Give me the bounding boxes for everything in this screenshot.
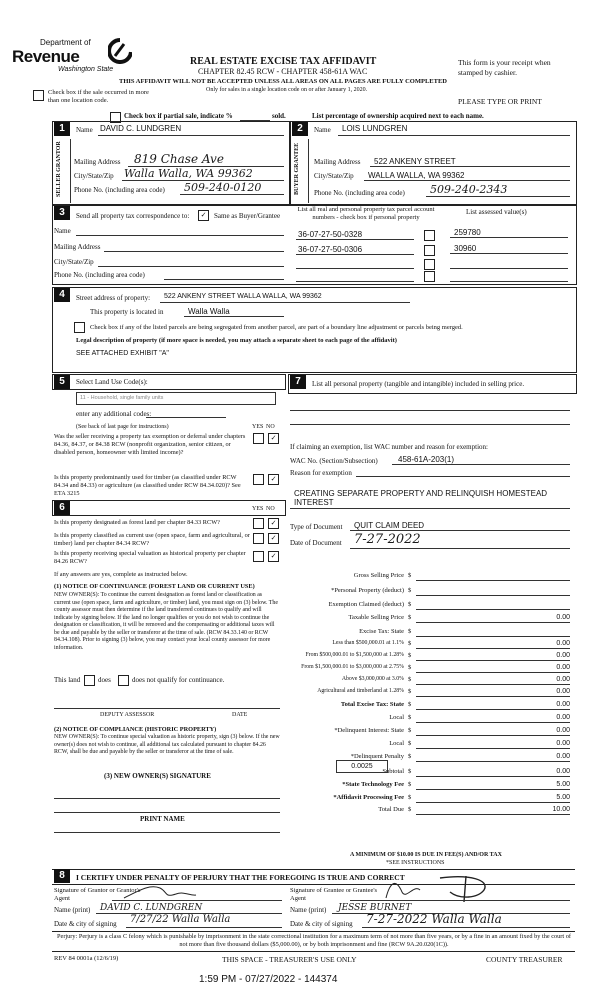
doc-date-label: Date of Document — [290, 539, 342, 547]
s6-q1: Is this property designated as forest land per chapter 84.33 RCW? — [54, 519, 220, 526]
treasurer-only: THIS SPACE - TREASURER'S USE ONLY — [222, 955, 357, 964]
section-4-number: 4 — [54, 288, 70, 302]
tax-row-label: Subtotal — [382, 768, 404, 775]
tax-row-dollar: $ — [408, 652, 412, 659]
logo-dept: Department of — [40, 38, 91, 47]
tax-row-value[interactable]: 0.00 — [556, 753, 570, 760]
sold-label: sold. — [272, 112, 286, 120]
section-6-number: 6 — [54, 501, 70, 515]
corr-mailing-label: Mailing Address — [54, 243, 101, 251]
segregated-checkbox[interactable] — [74, 322, 85, 333]
form-warning: THIS AFFIDAVIT WILL NOT BE ACCEPTED UNLESS ALL AREAS ON ALL PAGES ARE FULLY COMPLETED — [119, 78, 447, 85]
s6-yes-header: YES — [252, 506, 264, 512]
buyer-city-label: City/State/Zip — [314, 172, 354, 180]
tax-row-label: *Affidavit Processing Fee — [333, 794, 404, 801]
s6-q2: Is this property classified as current use (open space, farm and agricultural, or timber) land per chapter 84.34 RCW? — [54, 532, 250, 547]
assessed-1[interactable]: 259780 — [454, 228, 481, 237]
notice2-title: (2) NOTICE OF COMPLIANCE (HISTORIC PROPERTY) — [54, 726, 217, 733]
tax-row-dollar: $ — [408, 714, 412, 721]
land-does-label: does — [98, 676, 111, 684]
county-treasurer: COUNTY TREASURER — [486, 955, 563, 964]
form-title: REAL ESTATE EXCISE TAX AFFIDAVIT — [190, 56, 377, 67]
exemption-reason[interactable]: CREATING SEPARATE PROPERTY AND RELINQUISH HOMESTEAD INTEREST — [294, 489, 548, 507]
tax-row-label: *Personal Property (deduct) — [331, 587, 404, 594]
section-8-number: 8 — [54, 869, 70, 883]
buyer-name-label: Name — [314, 126, 331, 134]
multi-location-label: Check box if the sale occurred in more than one location code. — [48, 89, 149, 104]
corr-name-label: Name — [54, 227, 71, 235]
located-in[interactable]: Walla Walla — [188, 307, 230, 316]
tax-row-dollar: $ — [408, 688, 412, 695]
s5-q2: Is this property predominantly used for timber (as classified under RCW 84.34 and 84.33) or agriculture (as classified under RCW 84.34.020)? See ETA 3215 — [54, 474, 241, 497]
seller-city-label: City/State/Zip — [74, 172, 114, 180]
new-owner-signature-label: (3) NEW OWNER(S) SIGNATURE — [104, 772, 211, 780]
seller-name-label: Name — [76, 126, 93, 134]
s5-yes-header: YES — [252, 424, 264, 430]
s6-q1-no[interactable]: ✓ — [268, 518, 279, 529]
print-name-label: PRINT NAME — [140, 815, 185, 823]
land-use-label: Select Land Use Code(s): — [76, 378, 148, 386]
corr-phone-label: Phone No. (including area code) — [54, 271, 145, 279]
tax-row-dollar: $ — [408, 727, 412, 734]
buyer-grantee-side-label: BUYER GRANTEE — [294, 142, 300, 196]
recording-stamp: 1:59 PM - 07/27/2022 - 144374 — [199, 974, 338, 985]
seller-phone[interactable]: 509-240-0120 — [184, 181, 262, 194]
s6-if-yes: If any answers are yes, complete as instructed below. — [54, 571, 188, 578]
same-as-buyer-label: Same as Buyer/Grantee — [214, 212, 281, 220]
section-3-number: 3 — [54, 206, 70, 220]
seller-name[interactable]: DAVID C. LUNDGREN — [100, 124, 182, 133]
tax-row-label: Excise Tax: State — [359, 628, 404, 635]
parcel-2-personal-checkbox[interactable] — [424, 245, 435, 256]
receipt-note: This form is your receipt when stamped by cashier. — [458, 58, 551, 77]
see-instructions: *SEE INSTRUCTIONS — [386, 860, 445, 866]
s5-q1-no[interactable]: ✓ — [268, 433, 279, 444]
s5-q1-yes[interactable] — [253, 433, 264, 444]
section-2-number: 2 — [292, 122, 308, 136]
seller-phone-label: Phone No. (including area code) — [74, 186, 165, 194]
tax-row-dollar: $ — [408, 781, 412, 788]
tax-row-label: *Delinquent Interest: State — [334, 727, 404, 734]
land-use-select[interactable] — [76, 392, 276, 405]
assessor-date-label: DATE — [232, 712, 248, 718]
tax-row-dollar: $ — [408, 794, 412, 801]
certify-statement: I CERTIFY UNDER PENALTY OF PERJURY THAT THE FOREGOING IS TRUE AND CORRECT — [76, 873, 405, 882]
logo-state: Washington State — [58, 66, 114, 73]
buyer-mailing[interactable]: 522 ANKENY STREET — [374, 157, 456, 166]
grantor-date-city[interactable]: 7/27/22 Walla Walla — [130, 914, 231, 925]
logo-mark-icon — [108, 38, 132, 64]
exemption-label: If claiming an exemption, list WAC number and reason for exemption: — [290, 443, 488, 451]
tax-row-dollar: $ — [408, 753, 412, 760]
grantor-date-city-label: Date & city of signing — [54, 920, 117, 928]
land-does-not-label: does not qualify for continuance. — [132, 676, 225, 684]
send-correspondence-label: Send all property tax correspondence to: — [76, 212, 190, 220]
tax-row-value[interactable]: 0.00 — [556, 714, 570, 721]
form-only-for: Only for sales in a single location code on or after January 1, 2020. — [206, 87, 368, 93]
buyer-phone-label: Phone No. (including area code) — [314, 189, 405, 197]
land-does-checkbox[interactable] — [84, 675, 95, 686]
grantor-signature-label: Signature of Grantor or Grantor's Agent — [54, 887, 141, 902]
legal-description-label: Legal description of property (if more space is needed, you may attach a separate sheet to each page of the affidavit) — [76, 337, 397, 344]
form-revision: REV 84 0001a (12/6/19) — [54, 955, 119, 962]
tax-row-label: *State Technology Fee — [342, 781, 404, 788]
list-percentage-label: List percentage of ownership acquired next to each name. — [312, 112, 484, 120]
grantee-signature-label: Signature of Grantee or Grantee's Agent — [290, 887, 378, 902]
minimum-due-note: A MINIMUM OF $10.00 IS DUE IN FEE(S) AND/OR TAX — [350, 852, 502, 858]
grantee-print-label: Name (print) — [290, 906, 327, 914]
tax-row-value[interactable]: 0.00 — [556, 727, 570, 734]
seller-grantor-side-label: SELLER GRANTOR — [56, 141, 62, 197]
parcel-1[interactable]: 36-07-27-50-0328 — [298, 230, 363, 239]
dor-logo — [10, 38, 135, 76]
s6-q3: Is this property receiving special valuation as historical property per chapter 84.26 RCW? — [54, 550, 246, 565]
buyer-mailing-label: Mailing Address — [314, 158, 361, 166]
tax-row-value[interactable]: 0.00 — [556, 664, 570, 671]
tax-row-value[interactable]: 5.00 — [556, 794, 570, 801]
notice2-text: NEW OWNER(S): To continue special valuation as historic property, sign (3) below. If the new owner(s) does not wish to continue, all additional tax calculated pursuant to chapter 84.26 RCW, shall be due and payable by the seller or transferor at the time of sale. — [54, 734, 280, 755]
parcel-4-personal-checkbox[interactable] — [424, 271, 435, 282]
tax-row-dollar: $ — [408, 701, 412, 708]
tax-row-value[interactable]: 10.00 — [552, 806, 570, 813]
personal-property-label: List all personal property (tangible and intangible) included in selling price. — [312, 380, 525, 388]
tax-row-label: *Delinquent Penalty — [350, 753, 404, 760]
tax-row-value[interactable]: 0.00 — [556, 768, 570, 775]
doc-type[interactable]: QUIT CLAIM DEED — [354, 521, 425, 530]
parcel-list-header: List all real and personal property tax parcel account numbers - check box if personal property — [297, 206, 435, 221]
tax-row-dollar: $ — [408, 664, 412, 671]
parcel-1-personal-checkbox[interactable] — [424, 230, 435, 241]
local-rate: 0.0025 — [351, 763, 373, 770]
legal-description[interactable]: SEE ATTACHED EXHIBIT "A" — [76, 350, 169, 357]
segregated-label: Check box if any of the listed parcels are being segregated from another parcel, are part of a boundary line adjustment or parcels being merged. — [90, 324, 463, 331]
tax-row-value[interactable]: 0.00 — [556, 688, 570, 695]
form-subtitle: CHAPTER 82.45 RCW - CHAPTER 458-61A WAC — [198, 67, 368, 76]
section-7-number: 7 — [290, 375, 306, 389]
grantee-date-city-label: Date & city of signing — [290, 920, 353, 928]
tax-row-dollar: $ — [408, 601, 412, 608]
tax-row-label: Agricultural and timberland at 1.28% — [317, 688, 404, 694]
s5-no-header: NO — [266, 424, 275, 430]
tax-row-dollar: $ — [408, 740, 412, 747]
seller-city[interactable]: Walla Walla, WA 99362 — [124, 167, 253, 180]
s5-q2-yes[interactable] — [253, 474, 264, 485]
assessed-values-header: List assessed value(s) — [466, 208, 527, 216]
assessed-2[interactable]: 30960 — [454, 244, 477, 253]
tax-row-dollar: $ — [408, 628, 412, 635]
s6-q1-yes[interactable] — [253, 518, 264, 529]
s5-q1: Was the seller receiving a property tax exemption or deferral under chapters 84.36, 84.37, or 84.38 RCW (nonprofit organization, senior citizen, or disabled person, homeowner with limited income)? — [54, 433, 246, 456]
tax-row-label: Exemption Claimed (deduct) — [328, 601, 404, 608]
s6-no-header: NO — [266, 506, 275, 512]
street-address[interactable]: 522 ANKENY STREET WALLA WALLA, WA 99362 — [164, 293, 322, 300]
wac-number[interactable]: 458-61A-203(1) — [398, 455, 455, 464]
tax-row-value[interactable]: 0.00 — [556, 640, 570, 647]
perjury-statement: Perjury: Perjury is a class C felony which is punishable by imprisonment in the state correctional institution for a maximum term of not more than five years, or by a fine in an amount fixed by the court of not more than five thousand dollars ($5,000.00), or by both imprisonment and fine (RCW 9A.20.020(1C)). — [57, 933, 571, 948]
tax-row-label: Taxable Selling Price — [348, 614, 404, 621]
tax-row-dollar: $ — [408, 587, 412, 594]
this-land-label: This land — [54, 676, 81, 684]
buyer-phone[interactable]: 509-240-2343 — [430, 183, 508, 196]
doc-date[interactable]: 7-27-2022 — [354, 532, 421, 547]
partial-sale-label: Check box if partial sale, indicate % — [124, 112, 233, 120]
logo-revenue: Revenue — [12, 47, 80, 66]
tax-row-dollar: $ — [408, 572, 412, 579]
section-1-number: 1 — [54, 122, 70, 136]
notice1-text: NEW OWNER(S): To continue the current designation as forest land or classification as current use (open space, farm and agriculture, or timber) land, you must sign on (3) below. The county assessor must then determine if the land transferred continues to qualify and will indicate by signing below. If the land no longer qualifies or you do not wish to continue the designation or classification, it will be removed and the compensating or additional taxes will be due and payable by the seller or transferor at the time of sale. (RCW 84.33.140 or RCW 84.34.108). Prior to signing (3) below, you may contact your local county assessor for more information. — [54, 592, 278, 651]
grantee-date-city[interactable]: 7-27-2022 Walla Walla — [366, 912, 502, 926]
tax-row-label: Local — [389, 714, 404, 721]
grantor-print-label: Name (print) — [54, 906, 91, 914]
s6-q2-no[interactable]: ✓ — [268, 533, 279, 544]
parcel-3-personal-checkbox[interactable] — [424, 259, 435, 270]
street-address-label: Street address of property: — [76, 294, 151, 302]
tax-row-value[interactable]: 0.00 — [556, 701, 570, 708]
tax-row-label: Above $3,000,000 at 3.0% — [341, 676, 404, 682]
tax-row-label: Local — [389, 740, 404, 747]
tax-row-label: From $1,500,000.01 to $3,000,000 at 2.75% — [301, 664, 404, 670]
parcel-2[interactable]: 36-07-27-50-0306 — [298, 245, 363, 254]
see-back-note: (See back of last page for instructions) — [76, 424, 169, 430]
tax-row-dollar: $ — [408, 806, 412, 813]
additional-codes-label: enter any additional codes: — [76, 410, 152, 418]
tax-row-value[interactable]: 0.00 — [556, 740, 570, 747]
buyer-name[interactable]: LOIS LUNDGREN — [342, 124, 408, 133]
seller-mailing-label: Mailing Address — [74, 158, 121, 166]
type-or-print: PLEASE TYPE OR PRINT — [458, 97, 542, 106]
grantor-print-name[interactable]: DAVID C. LUNDGREN — [100, 903, 203, 913]
deputy-assessor-label: DEPUTY ASSESSOR — [100, 712, 155, 718]
tax-row-value[interactable]: 0.00 — [556, 614, 570, 621]
tax-row-value[interactable]: 5.00 — [556, 781, 570, 788]
located-in-label: This property is located in — [90, 308, 164, 316]
notice1-title: (1) NOTICE OF CONTINUANCE (FOREST LAND OR CURRENT USE) — [54, 583, 255, 590]
tax-row-dollar: $ — [408, 676, 412, 683]
grantee-print-name[interactable]: JESSE BURNET — [338, 903, 412, 913]
s6-q2-yes[interactable] — [253, 533, 264, 544]
s6-q3-no[interactable]: ✓ — [268, 551, 279, 562]
tax-row-dollar: $ — [408, 640, 412, 647]
land-use-value: 11 - Household, single family units — [80, 395, 164, 401]
tax-row-label: From $500,000.01 to $1,500,000 at 1.28% — [305, 652, 404, 658]
tax-row-label: Total Excise Tax: State — [340, 701, 404, 708]
tax-row-dollar: $ — [408, 768, 412, 775]
wac-label: WAC No. (Section/Subsection) — [290, 457, 378, 465]
corr-city-label: City/State/Zip — [54, 258, 94, 266]
doc-type-label: Type of Document — [290, 523, 343, 531]
local-rate-box[interactable] — [336, 760, 388, 773]
seller-mailing[interactable]: 819 Chase Ave — [134, 152, 224, 166]
tax-row-value[interactable]: 0.00 — [556, 676, 570, 683]
tax-row-label: Gross Selling Price — [353, 572, 404, 579]
section-5-number: 5 — [54, 375, 70, 389]
s6-q3-yes[interactable] — [253, 551, 264, 562]
tax-row-label: Total Due — [378, 806, 404, 813]
grantor-signature[interactable] — [120, 880, 200, 902]
same-as-buyer-checkbox[interactable]: ✓ — [198, 210, 209, 221]
tax-row-value[interactable]: 0.00 — [556, 652, 570, 659]
multi-location-checkbox[interactable] — [33, 90, 44, 101]
land-does-not-checkbox[interactable] — [118, 675, 129, 686]
tax-row-label: Less than $500,000.01 at 1.1% — [332, 640, 404, 646]
tax-row-dollar: $ — [408, 614, 412, 621]
s5-q2-no[interactable]: ✓ — [268, 474, 279, 485]
exemption-reason-label: Reason for exemption — [290, 469, 352, 477]
buyer-city[interactable]: WALLA WALLA, WA 99362 — [368, 171, 465, 180]
